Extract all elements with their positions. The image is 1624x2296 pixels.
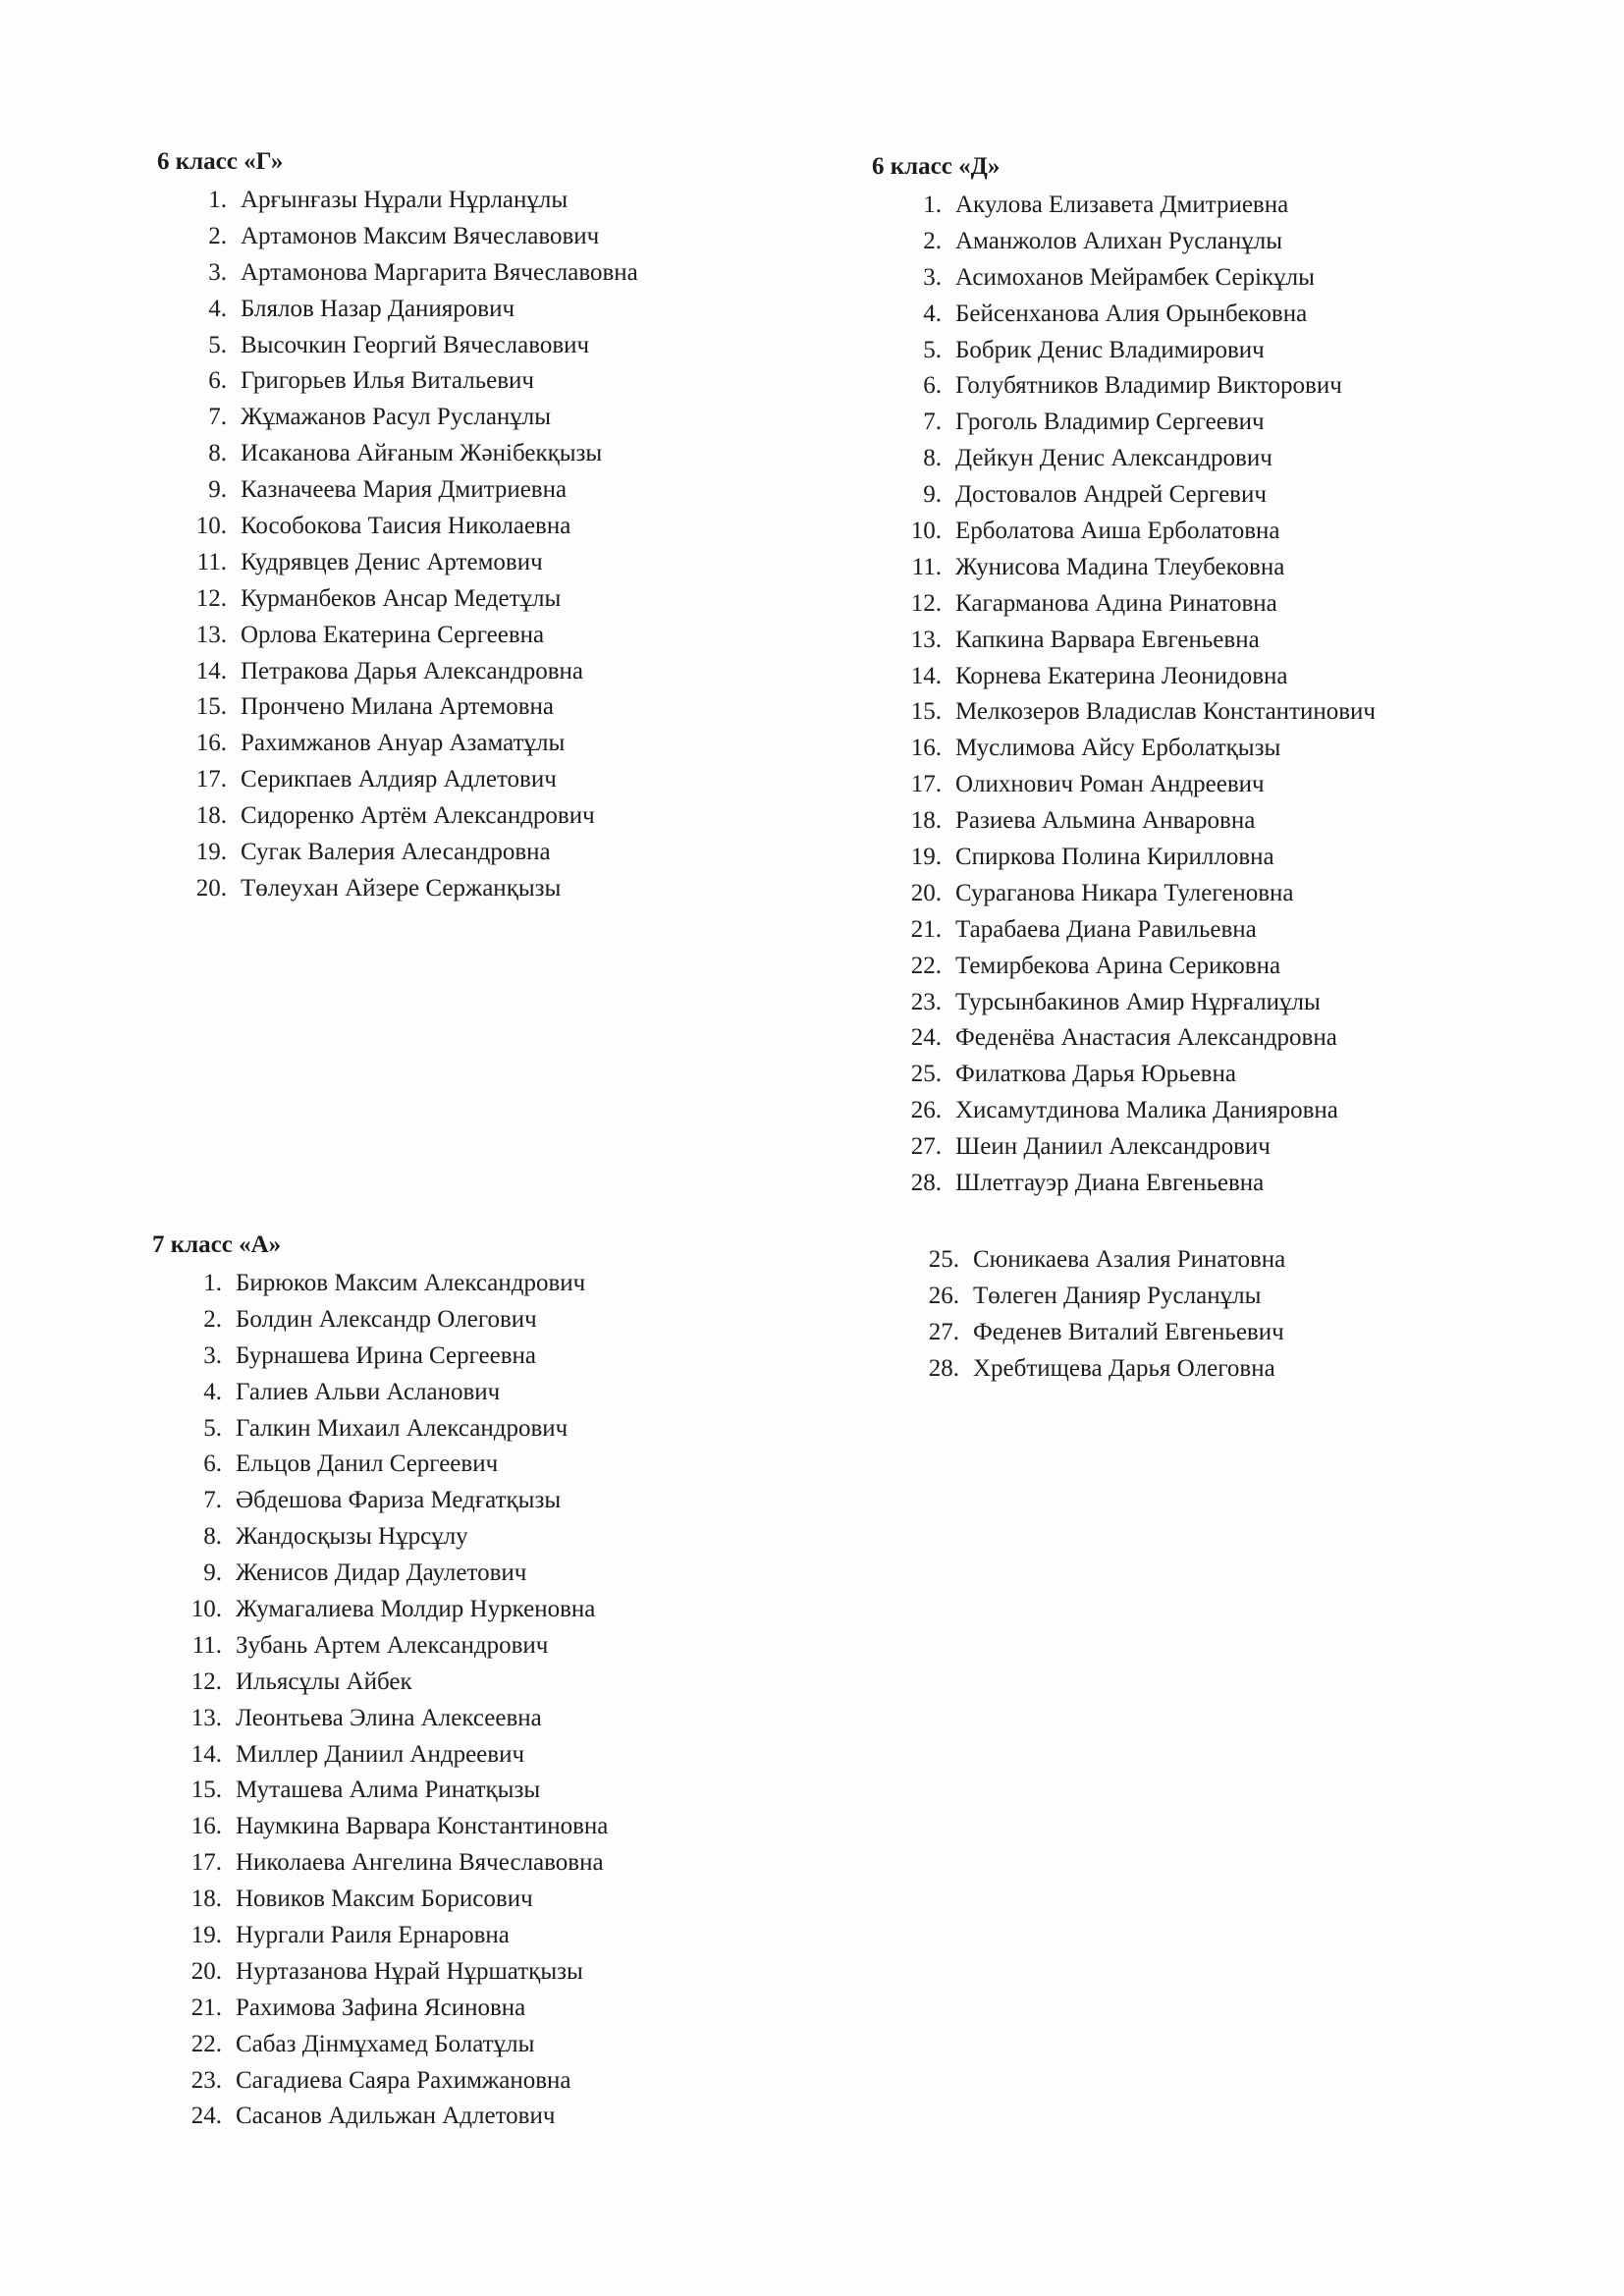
- item-number: 22.: [910, 952, 942, 979]
- list-item: [172, 1809, 608, 1845]
- list-item: [177, 183, 638, 219]
- student-name: Исаканова Айғаным Жәнібекқызы: [241, 440, 603, 467]
- student-name: Жунисова Мадина Тлеубековна: [955, 553, 1285, 580]
- student-name: Сураганова Никара Тулегеновна: [955, 879, 1294, 906]
- list-item: [892, 297, 1376, 333]
- list-item: [172, 1882, 608, 1918]
- student-name: Бирюков Максим Александрович: [236, 1270, 586, 1296]
- class-7a-continued-list: [909, 1242, 1285, 1388]
- item-number: 5.: [923, 336, 942, 363]
- student-name: Корнева Екатерина Леонидовна: [955, 662, 1288, 689]
- student-name: Кагарманова Адина Ринатовна: [955, 589, 1277, 617]
- list-item: [909, 1279, 1285, 1315]
- student-name: Муташева Алима Ринатқызы: [236, 1777, 541, 1804]
- item-number: 20.: [195, 874, 227, 902]
- item-number: 13.: [910, 626, 942, 653]
- item-number: 8.: [203, 1523, 222, 1551]
- item-number: 9.: [208, 476, 227, 504]
- student-name: Тарабаева Диана Равильевна: [955, 915, 1257, 943]
- list-item: [892, 912, 1376, 949]
- item-number: 4.: [208, 295, 227, 322]
- student-name: Нуртазанова Нұрай Нұршатқызы: [236, 1957, 583, 1985]
- list-item: [172, 1519, 608, 1556]
- list-item: [177, 798, 638, 835]
- list-item: [892, 767, 1376, 803]
- item-number: 28.: [910, 1170, 942, 1197]
- student-name: Казначеева Мария Дмитриевна: [241, 476, 568, 504]
- list-item: [177, 400, 638, 436]
- student-name: Бейсенханова Алия Орынбековна: [955, 300, 1308, 327]
- student-name: Галиев Альви Асланович: [236, 1378, 501, 1405]
- list-item: [172, 1845, 608, 1882]
- list-item: [172, 2027, 608, 2063]
- student-name: Зубань Артем Александрович: [236, 1631, 549, 1659]
- student-name: Сасанов Адильжан Адлетович: [236, 2103, 556, 2130]
- item-number: 4.: [203, 1378, 222, 1405]
- student-name: Высочкин Георгий Вячеславович: [241, 331, 590, 358]
- student-name: Дейкун Денис Александрович: [955, 445, 1272, 472]
- list-item: [172, 1954, 608, 1991]
- list-item: [172, 1447, 608, 1483]
- item-number: 15.: [910, 698, 942, 726]
- item-number: 7.: [208, 404, 227, 431]
- item-number: 21.: [190, 1994, 222, 2021]
- item-number: 7.: [203, 1487, 222, 1514]
- item-number: 24.: [190, 2103, 222, 2130]
- student-name: Турсынбакинов Амир Нұрғалиұлы: [955, 988, 1321, 1015]
- student-name: Мелкозеров Владислав Константинович: [955, 698, 1376, 726]
- item-number: 13.: [195, 621, 227, 648]
- student-name: Филаткова Дарья Юрьевна: [955, 1061, 1236, 1088]
- student-name: Әбдешова Фариза Медғатқызы: [236, 1487, 562, 1514]
- list-item: [892, 224, 1376, 260]
- item-number: 27.: [928, 1318, 959, 1345]
- list-item: [177, 472, 638, 509]
- item-number: 2.: [923, 227, 942, 254]
- list-item: [892, 1093, 1376, 1129]
- item-number: 16.: [195, 730, 227, 757]
- student-name: Курманбеков Ансар Медетұлы: [241, 584, 562, 612]
- student-name: Нургали Раиля Ернаровна: [236, 1922, 510, 1949]
- class-6g-heading: 6 класс «Г»: [157, 148, 284, 175]
- item-number: 6.: [923, 372, 942, 400]
- student-name: Артамонова Маргарита Вячеславовна: [241, 258, 638, 286]
- item-number: 11.: [911, 553, 942, 580]
- student-name: Спиркова Полина Кирилловна: [955, 844, 1274, 871]
- student-name: Серикпаев Алдияр Адлетович: [241, 766, 557, 793]
- list-item: [177, 871, 638, 907]
- item-number: 21.: [910, 915, 942, 943]
- list-item: [172, 1701, 608, 1737]
- item-number: 18.: [195, 802, 227, 830]
- item-number: 10.: [910, 518, 942, 545]
- list-item: [892, 405, 1376, 441]
- student-name: Феденев Виталий Евгеньевич: [973, 1318, 1284, 1345]
- list-item: [172, 1991, 608, 2027]
- class-6d-list: [892, 188, 1376, 1202]
- item-number: 12.: [195, 584, 227, 612]
- list-item: [172, 1266, 608, 1302]
- student-name: Бурнашева Ирина Сергеевна: [236, 1341, 537, 1369]
- item-number: 10.: [190, 1596, 222, 1623]
- item-number: 8.: [923, 445, 942, 472]
- list-item: [892, 949, 1376, 985]
- class-6g-section: [157, 147, 638, 907]
- list-item: [892, 694, 1376, 731]
- student-name: Капкина Варвара Евгеньевна: [955, 626, 1260, 653]
- item-number: 19.: [190, 1922, 222, 1949]
- student-name: Разиева Альмина Анваровна: [955, 807, 1256, 835]
- student-name: Хисамутдинова Малика Данияровна: [955, 1097, 1338, 1124]
- list-item: [892, 1129, 1376, 1166]
- class-7a-list: [172, 1266, 608, 2135]
- list-item: [177, 581, 638, 618]
- student-name: Голубятников Владимир Викторович: [955, 372, 1342, 400]
- list-item: [177, 654, 638, 690]
- item-number: 14.: [190, 1740, 222, 1768]
- list-item: [172, 1918, 608, 1954]
- item-number: 15.: [190, 1777, 222, 1804]
- list-item: [172, 1483, 608, 1519]
- item-number: 13.: [190, 1704, 222, 1731]
- student-name: Рахимова Зафина Ясиновна: [236, 1994, 526, 2021]
- item-number: 2.: [203, 1305, 222, 1333]
- item-number: 23.: [910, 988, 942, 1015]
- list-item: [892, 731, 1376, 767]
- list-item: [892, 586, 1376, 623]
- list-item: [892, 441, 1376, 477]
- student-name: Григорьев Илья Витальевич: [241, 367, 534, 395]
- list-item: [892, 1166, 1376, 1202]
- student-name: Женисов Дидар Даулетович: [236, 1559, 527, 1587]
- item-number: 3.: [923, 263, 942, 291]
- student-name: Темирбекова Арина Сериковна: [955, 952, 1281, 979]
- student-name: Петракова Дарья Александровна: [241, 657, 583, 684]
- item-number: 18.: [910, 807, 942, 835]
- item-number: 6.: [203, 1450, 222, 1478]
- list-item: [177, 328, 638, 364]
- student-name: Муслимова Айсу Ерболатқызы: [955, 735, 1281, 762]
- list-item: [177, 726, 638, 762]
- class-6g-list: [177, 183, 638, 907]
- item-number: 25.: [928, 1246, 959, 1273]
- list-item: [177, 618, 638, 654]
- student-name: Арғынғазы Нұрали Нұрланұлы: [241, 187, 568, 213]
- item-number: 19.: [195, 839, 227, 866]
- item-number: 20.: [190, 1957, 222, 1985]
- student-name: Леонтьева Элина Алексеевна: [236, 1704, 542, 1731]
- item-number: 25.: [910, 1061, 942, 1088]
- item-number: 17.: [910, 771, 942, 798]
- list-item: [177, 255, 638, 292]
- item-number: 20.: [910, 879, 942, 906]
- list-item: [172, 1375, 608, 1411]
- student-name: Миллер Даниил Андреевич: [236, 1740, 525, 1768]
- student-name: Ильясұлы Айбек: [236, 1667, 412, 1695]
- list-item: [172, 2063, 608, 2100]
- list-item: [172, 1628, 608, 1665]
- item-number: 12.: [190, 1667, 222, 1695]
- list-item: [892, 260, 1376, 297]
- list-item: [172, 1665, 608, 1701]
- student-name: Шлетгауэр Диана Евгеньевна: [955, 1170, 1265, 1197]
- student-name: Орлова Екатерина Сергеевна: [241, 621, 545, 648]
- item-number: 8.: [208, 440, 227, 467]
- student-name: Асимоханов Мейрамбек Серікұлы: [955, 263, 1315, 291]
- list-item: [177, 545, 638, 581]
- item-number: 9.: [203, 1559, 222, 1587]
- student-name: Болдин Александр Олегович: [236, 1305, 537, 1333]
- list-item: [892, 840, 1376, 876]
- list-item: [892, 1020, 1376, 1057]
- item-number: 9.: [923, 481, 942, 509]
- list-item: [172, 1556, 608, 1592]
- student-name: Николаева Ангелина Вячеславовна: [236, 1849, 604, 1877]
- list-item: [172, 2099, 608, 2135]
- student-name: Кособокова Таисия Николаевна: [241, 513, 571, 540]
- item-number: 22.: [190, 2030, 222, 2057]
- item-number: 15.: [195, 693, 227, 721]
- student-name: Блялов Назар Даниярович: [241, 295, 515, 322]
- list-item: [172, 1592, 608, 1628]
- list-item: [172, 1302, 608, 1339]
- item-number: 17.: [195, 766, 227, 793]
- student-name: Рахимжанов Ануар Азаматұлы: [241, 730, 566, 757]
- list-item: [892, 477, 1376, 514]
- student-name: Жандосқызы Нұрсұлу: [236, 1523, 468, 1551]
- item-number: 11.: [196, 548, 227, 575]
- student-name: Кудрявцев Денис Артемович: [241, 548, 543, 575]
- list-item: [172, 1411, 608, 1448]
- student-name: Гроголь Владимир Сергеевич: [955, 409, 1265, 436]
- item-number: 6.: [208, 367, 227, 395]
- list-item: [892, 659, 1376, 695]
- class-7a-section: [152, 1230, 608, 2135]
- list-item: [909, 1351, 1285, 1388]
- list-item: [892, 188, 1376, 224]
- item-number: 23.: [190, 2066, 222, 2094]
- item-number: 16.: [190, 1813, 222, 1840]
- list-item: [177, 835, 638, 871]
- student-name: Сугак Валерия Алесандровна: [241, 839, 551, 866]
- list-item: [892, 1057, 1376, 1093]
- student-name: Сагадиева Саяра Рахимжановна: [236, 2066, 571, 2094]
- list-item: [892, 623, 1376, 659]
- item-number: 14.: [910, 662, 942, 689]
- list-item: [909, 1242, 1285, 1279]
- item-number: 5.: [203, 1414, 222, 1442]
- list-item: [177, 509, 638, 545]
- item-number: 27.: [910, 1133, 942, 1161]
- student-name: Бобрик Денис Владимирович: [955, 336, 1265, 363]
- list-item: [892, 514, 1376, 550]
- student-name: Новиков Максим Борисович: [236, 1886, 533, 1913]
- student-name: Шеин Даниил Александрович: [955, 1133, 1271, 1161]
- list-item: [172, 1339, 608, 1375]
- list-item: [177, 292, 638, 328]
- student-name: Ельцов Данил Сергеевич: [236, 1450, 499, 1478]
- student-name: Наумкина Варвара Константиновна: [236, 1813, 609, 1840]
- list-item: [172, 1773, 608, 1809]
- student-name: Акулова Елизавета Дмитриевна: [955, 191, 1289, 218]
- item-number: 3.: [203, 1341, 222, 1369]
- class-6d-section: [872, 152, 1376, 1202]
- item-number: 17.: [190, 1849, 222, 1877]
- item-number: 7.: [923, 409, 942, 436]
- item-number: 1.: [203, 1270, 222, 1296]
- class-7a-heading: 7 класс «А»: [152, 1231, 282, 1258]
- item-number: 11.: [191, 1631, 222, 1659]
- list-item: [909, 1315, 1285, 1351]
- list-item: [892, 876, 1376, 912]
- item-number: 2.: [208, 222, 227, 249]
- student-name: Прончено Милана Артемовна: [241, 693, 554, 721]
- student-name: Олихнович Роман Андреевич: [955, 771, 1265, 798]
- item-number: 4.: [923, 300, 942, 327]
- list-item: [892, 985, 1376, 1021]
- student-name: Жұмажанов Расул Русланұлы: [241, 404, 552, 431]
- item-number: 26.: [928, 1282, 959, 1309]
- item-number: 12.: [910, 589, 942, 617]
- student-name: Артамонов Максим Вячеславович: [241, 222, 600, 249]
- student-name: Хребтищева Дарья Олеговна: [973, 1354, 1275, 1382]
- student-name: Сабаз Дінмұхамед Болатұлы: [236, 2030, 535, 2057]
- student-name: Достовалов Андрей Сергевич: [955, 481, 1267, 509]
- student-name: Сюникаева Азалия Ринатовна: [973, 1246, 1286, 1273]
- item-number: 3.: [208, 258, 227, 286]
- item-number: 5.: [208, 331, 227, 358]
- item-number: 14.: [195, 657, 227, 684]
- student-name: Сидоренко Артём Александрович: [241, 802, 595, 830]
- list-item: [177, 363, 638, 400]
- item-number: 1.: [923, 191, 942, 218]
- list-item: [892, 550, 1376, 586]
- list-item: [177, 436, 638, 472]
- student-name: Жумагалиева Молдир Нуркеновна: [236, 1596, 596, 1623]
- student-name: Аманжолов Алихан Русланұлы: [955, 227, 1283, 254]
- list-item: [892, 333, 1376, 369]
- list-item: [177, 219, 638, 255]
- item-number: 18.: [190, 1886, 222, 1913]
- class-7a-continued-section: [909, 1236, 1285, 1388]
- list-item: [172, 1737, 608, 1774]
- item-number: 19.: [910, 844, 942, 871]
- list-item: [177, 762, 638, 798]
- list-item: [892, 368, 1376, 405]
- list-item: [892, 803, 1376, 840]
- student-name: Төлеухан Айзере Сержанқызы: [241, 874, 562, 902]
- item-number: 16.: [910, 735, 942, 762]
- list-item: [177, 689, 638, 726]
- class-6d-heading: 6 класс «Д»: [872, 153, 1001, 180]
- item-number: 26.: [910, 1097, 942, 1124]
- item-number: 10.: [195, 513, 227, 540]
- item-number: 24.: [910, 1024, 942, 1052]
- student-name: Ерболатова Аиша Ерболатовна: [955, 518, 1280, 545]
- item-number: 28.: [928, 1354, 959, 1382]
- student-name: Феденёва Анастасия Александровна: [955, 1024, 1337, 1052]
- student-name: Төлеген Данияр Русланұлы: [973, 1282, 1262, 1309]
- item-number: 1.: [208, 187, 227, 213]
- student-name: Галкин Михаил Александрович: [236, 1414, 568, 1442]
